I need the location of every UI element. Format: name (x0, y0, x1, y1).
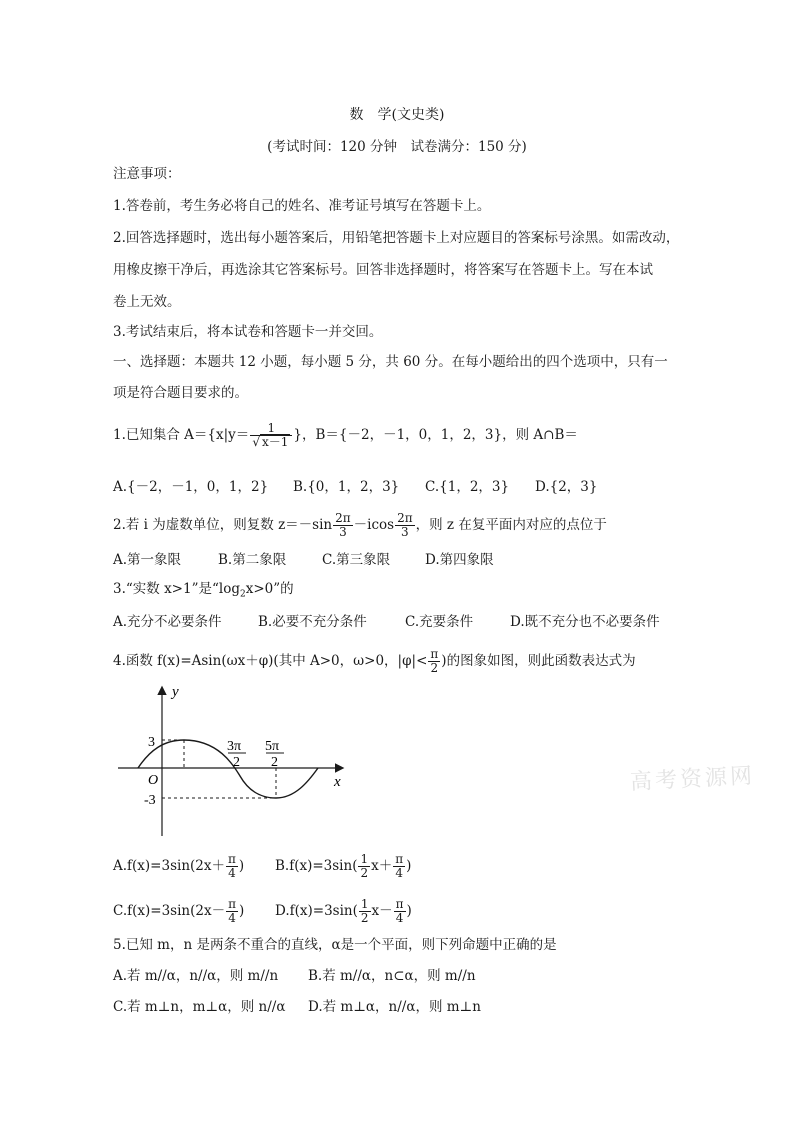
x-label: x (334, 774, 341, 790)
sine-graph (110, 680, 360, 840)
question-2-stem: 2.若 i 为虚数单位，则复数 z＝－sin $\frac{2\pi}{3}$ －icos $\frac{2\pi}{3}$ ，则 z 在复平面内对应的点位于 (113, 511, 607, 539)
y-label: y (172, 684, 179, 700)
option-a: A.{－2，－1，0，1，2} (113, 479, 269, 495)
option-b: B.第二象限 (218, 552, 287, 568)
page-subtitle: (考试时间：120 分钟 试卷满分：150 分) (267, 139, 527, 155)
option-d: D.若 m⊥α，n//α，则 m⊥n (308, 999, 481, 1015)
option-c: C.充要条件 (405, 614, 474, 630)
option-d: D.f(x)=3sin( $\frac{1}{2}$ x－ $\frac{\pi}{4}$ ) (275, 897, 412, 925)
notice-item: 用橡皮擦干净后，再选涂其它答案标号。回答非选择题时，将答案写在答题卡上。写在本试 (113, 262, 653, 278)
option-d: D.{2，3} (535, 479, 598, 495)
option-a: A.f(x)=3sin(2x＋ $\frac{\pi}{4}$ ) (113, 852, 245, 880)
option-c: C.f(x)=3sin(2x－ $\frac{\pi}{4}$ ) (113, 897, 245, 925)
notice-heading: 注意事项： (113, 166, 181, 182)
fraction: $\frac{1}{√ x-1}$ (250, 422, 292, 449)
page-title: 数 学(文史类) (349, 107, 445, 123)
notice-item: 1.答卷前，考生务必将自己的姓名、准考证号填写在答题卡上。 (113, 198, 491, 214)
option-b: B.若 m//α，n⊂α，则 m//n (308, 968, 476, 984)
fraction: $\frac{2\pi}{3}$ (335, 511, 351, 539)
origin-label: O (148, 773, 159, 788)
notice-item: 3.考试结束后，将本试卷和答题卡一并交回。 (113, 324, 383, 340)
y-tick-3: 3 (148, 735, 155, 750)
option-a: A.若 m//α，n//α，则 m//n (113, 968, 279, 984)
option-c: C.第三象限 (322, 552, 391, 568)
option-b: B.必要不充分条件 (258, 614, 367, 630)
option-d: D.既不充分也不必要条件 (510, 614, 660, 630)
y-tick-neg3: -3 (144, 793, 156, 808)
fraction: $\frac{\pi}{2}$ (430, 647, 439, 675)
section-heading-cont: 项是符合题目要求的。 (113, 385, 248, 401)
notice-item: 2.回答选择题时，选出每小题答案后，用铅笔把答题卡上对应题目的答案标号涂黑。如需改动， (113, 230, 680, 246)
option-b: B.{0，1，2，3} (293, 479, 400, 495)
option-a: A.第一象限 (113, 552, 182, 568)
tick-5pi-den: 2 (271, 755, 278, 770)
question-4-stem: 4.函数 f(x)=Asin(ωx＋φ)(其中 A>0，ω>0，|φ|< $\frac{\pi}{2}$ )的图象如图，则此函数表达式为 (113, 647, 636, 675)
watermark: 高考资源网 (629, 763, 756, 796)
question-1-stem: 1.已知集合 A＝{x|y＝ $\frac{1}{√ x-1}$ }，B＝{－2，－1，0，1，2，3}，则 A∩B＝ (113, 421, 578, 449)
option-c: C.{1，2，3} (425, 479, 510, 495)
option-b: B.f(x)=3sin( $\frac{1}{2}$ x＋ $\frac{\pi}{4}$ ) (275, 852, 412, 880)
fraction: $\frac{2\pi}{3}$ (397, 511, 413, 539)
question-5-stem: 5.已知 m，n 是两条不重合的直线，α是一个平面，则下列命题中正确的是 (113, 937, 557, 953)
tick-5pi-num: 5π (265, 739, 280, 754)
notice-item: 卷上无效。 (113, 294, 181, 310)
option-d: D.第四象限 (425, 552, 494, 568)
question-3-stem: 3.“实数 x>1”是“$\log_2x>0$”的 (113, 581, 294, 600)
tick-3pi-den: 2 (233, 755, 240, 770)
tick-3pi-num: 3π (227, 739, 242, 754)
option-c: C.若 m⊥n，m⊥α，则 n//α (113, 999, 286, 1015)
option-a: A.充分不必要条件 (113, 614, 222, 630)
section-heading: 一、选择题：本题共 12 小题，每小题 5 分，共 60 分。在每小题给出的四个选项中，只有一 (113, 354, 668, 370)
